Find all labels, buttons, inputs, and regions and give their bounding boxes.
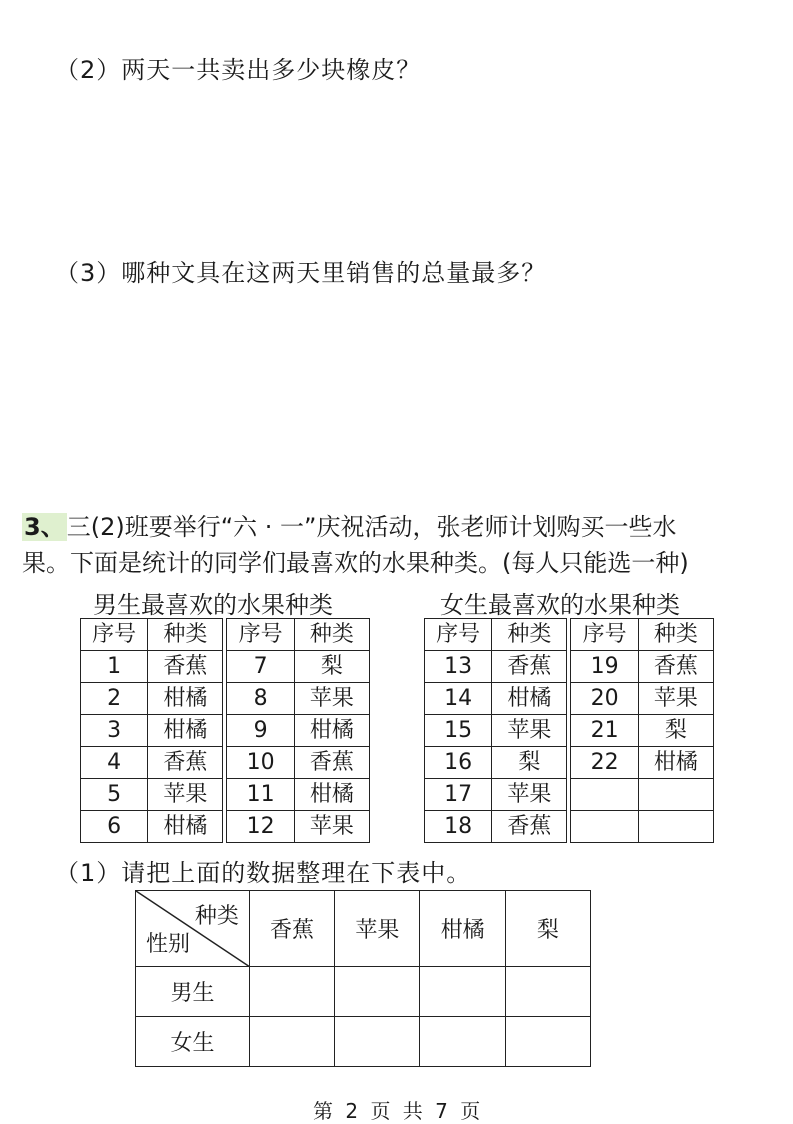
header-cell: 种类 bbox=[148, 619, 223, 651]
table-row bbox=[425, 747, 714, 779]
girls-table bbox=[424, 618, 714, 843]
table-cell: 梨 bbox=[294, 651, 369, 683]
table-row bbox=[425, 683, 714, 715]
column-header: 柑橘 bbox=[420, 891, 505, 967]
boys-table-title: 男生最喜欢的水果种类 bbox=[93, 591, 333, 619]
sub-question-1: （1）请把上面的数据整理在下表中。 bbox=[55, 859, 472, 887]
table-cell: 柑橘 bbox=[492, 683, 567, 715]
girls-table-title: 女生最喜欢的水果种类 bbox=[440, 591, 680, 619]
header-cell: 种类 bbox=[492, 619, 567, 651]
table-row bbox=[81, 651, 370, 683]
page-footer: 第 2 页 共 7 页 bbox=[313, 1099, 484, 1123]
table-row bbox=[425, 779, 714, 811]
table-row bbox=[81, 747, 370, 779]
table-cell: 苹果 bbox=[294, 811, 369, 843]
table-row bbox=[425, 651, 714, 683]
table-cell: 梨 bbox=[638, 715, 713, 747]
table-cell: 苹果 bbox=[148, 779, 223, 811]
table-cell: 18 bbox=[425, 811, 492, 843]
table-cell: 5 bbox=[81, 779, 148, 811]
answer-cell[interactable] bbox=[420, 1017, 505, 1067]
problem-3-line-2: 果。下面是统计的同学们最喜欢的水果种类。(每人只能选一种) bbox=[22, 549, 689, 577]
summary-row bbox=[136, 1017, 591, 1067]
header-cell: 序号 bbox=[425, 619, 492, 651]
header-cell: 序号 bbox=[81, 619, 148, 651]
table-cell bbox=[638, 779, 713, 811]
column-header: 苹果 bbox=[335, 891, 420, 967]
problem-3-line-1 bbox=[22, 507, 676, 542]
table-cell: 苹果 bbox=[638, 683, 713, 715]
table-cell: 19 bbox=[571, 651, 638, 683]
table-row bbox=[425, 715, 714, 747]
table-row bbox=[81, 779, 370, 811]
header-cell: 种类 bbox=[638, 619, 713, 651]
table-cell: 3 bbox=[81, 715, 148, 747]
problem-3-text-1: 三(2)班要举行“六 · 一”庆祝活动，张老师计划购买一些水 bbox=[66, 513, 677, 541]
table-row bbox=[81, 683, 370, 715]
boys-table bbox=[80, 618, 370, 843]
table-cell: 8 bbox=[227, 683, 294, 715]
corner-cell bbox=[136, 891, 250, 967]
table-cell: 11 bbox=[227, 779, 294, 811]
question-3: （3）哪种文具在这两天里销售的总量最多？ bbox=[55, 259, 547, 287]
summary-table bbox=[135, 890, 591, 1067]
table-cell: 香蕉 bbox=[148, 651, 223, 683]
table-row bbox=[425, 811, 714, 843]
table-cell: 柑橘 bbox=[148, 811, 223, 843]
table-cell: 香蕉 bbox=[638, 651, 713, 683]
answer-cell[interactable] bbox=[249, 1017, 334, 1067]
answer-cell[interactable] bbox=[335, 1017, 420, 1067]
answer-cell[interactable] bbox=[249, 967, 334, 1017]
table-cell: 香蕉 bbox=[294, 747, 369, 779]
column-header: 梨 bbox=[505, 891, 590, 967]
table-cell: 2 bbox=[81, 683, 148, 715]
corner-label-gender: 性别 bbox=[146, 932, 191, 957]
table-cell: 柑橘 bbox=[294, 715, 369, 747]
table-cell: 20 bbox=[571, 683, 638, 715]
row-header: 男生 bbox=[136, 967, 250, 1017]
table-header-row bbox=[81, 619, 370, 651]
table-header-row bbox=[425, 619, 714, 651]
table-cell: 7 bbox=[227, 651, 294, 683]
table-cell: 13 bbox=[425, 651, 492, 683]
answer-cell[interactable] bbox=[505, 967, 590, 1017]
table-cell: 苹果 bbox=[492, 715, 567, 747]
question-2: （2）两天一共卖出多少块橡皮？ bbox=[55, 56, 422, 84]
header-cell: 种类 bbox=[294, 619, 369, 651]
header-cell: 序号 bbox=[571, 619, 638, 651]
table-cell: 1 bbox=[81, 651, 148, 683]
table-cell: 12 bbox=[227, 811, 294, 843]
answer-cell[interactable] bbox=[335, 967, 420, 1017]
table-cell: 苹果 bbox=[294, 683, 369, 715]
table-cell: 柑橘 bbox=[294, 779, 369, 811]
table-cell: 香蕉 bbox=[148, 747, 223, 779]
table-cell: 22 bbox=[571, 747, 638, 779]
answer-cell[interactable] bbox=[505, 1017, 590, 1067]
table-cell: 16 bbox=[425, 747, 492, 779]
table-cell: 香蕉 bbox=[492, 811, 567, 843]
table-cell bbox=[571, 779, 638, 811]
table-cell: 柑橘 bbox=[148, 715, 223, 747]
table-cell: 21 bbox=[571, 715, 638, 747]
header-cell: 序号 bbox=[227, 619, 294, 651]
summary-row bbox=[136, 967, 591, 1017]
summary-header-row bbox=[136, 891, 591, 967]
table-cell: 梨 bbox=[492, 747, 567, 779]
column-header: 香蕉 bbox=[249, 891, 334, 967]
table-cell bbox=[571, 811, 638, 843]
problem-number: 3、 bbox=[24, 513, 65, 541]
table-cell: 14 bbox=[425, 683, 492, 715]
table-cell: 香蕉 bbox=[492, 651, 567, 683]
answer-cell[interactable] bbox=[420, 967, 505, 1017]
table-cell: 柑橘 bbox=[148, 683, 223, 715]
table-row bbox=[81, 811, 370, 843]
table-row bbox=[81, 715, 370, 747]
table-cell: 15 bbox=[425, 715, 492, 747]
table-cell: 10 bbox=[227, 747, 294, 779]
corner-label-type: 种类 bbox=[194, 904, 239, 929]
row-header: 女生 bbox=[136, 1017, 250, 1067]
table-cell bbox=[638, 811, 713, 843]
table-cell: 柑橘 bbox=[638, 747, 713, 779]
table-cell: 17 bbox=[425, 779, 492, 811]
table-cell: 9 bbox=[227, 715, 294, 747]
table-cell: 6 bbox=[81, 811, 148, 843]
table-cell: 4 bbox=[81, 747, 148, 779]
table-cell: 苹果 bbox=[492, 779, 567, 811]
